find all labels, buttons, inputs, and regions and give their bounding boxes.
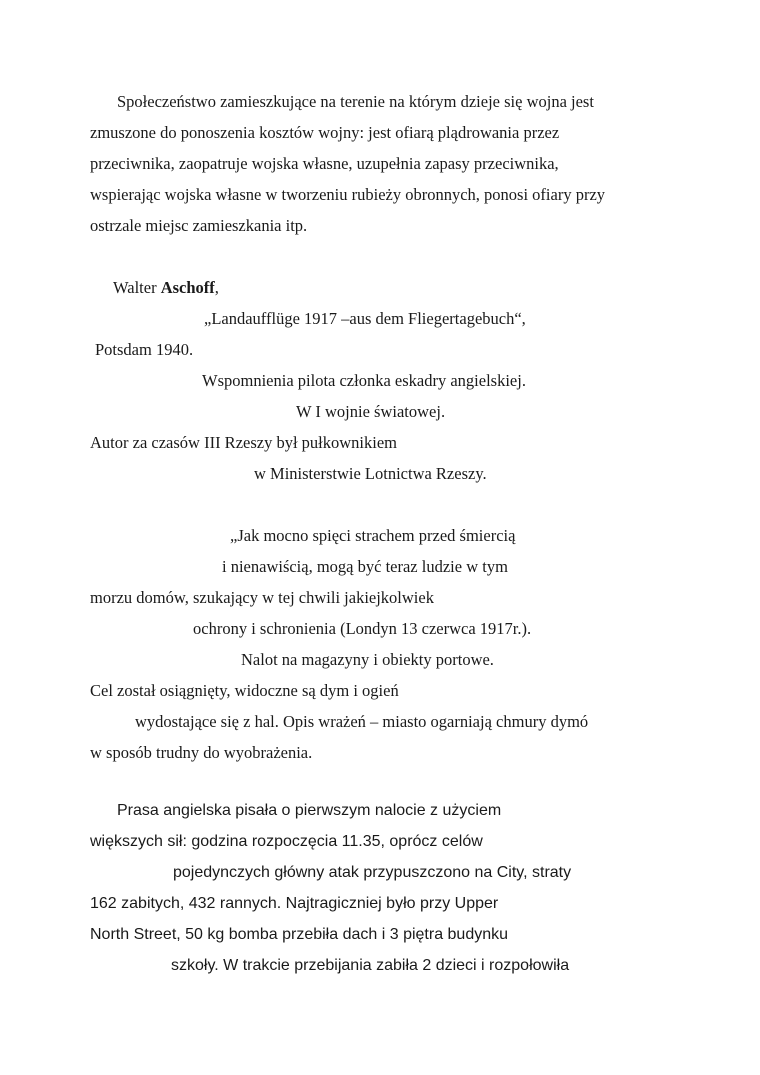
press-line-4: 162 zabitych, 432 rannych. Najtragiczniej było przy Upper xyxy=(90,895,499,912)
author-comma: , xyxy=(214,278,219,297)
quote-line-8: w sposób trudny do wyobrażenia. xyxy=(90,743,313,762)
intro-line-5: ostrzale miejsc zamieszkania itp. xyxy=(90,216,308,235)
quote-line-7: wydostające się z hal. Opis wrażeń – miasto ogarniają chmury dymó xyxy=(135,712,589,731)
author-first-name: Walter xyxy=(113,278,161,297)
description-line-1: Wspomnienia pilota członka eskadry angielskiej. xyxy=(202,371,526,390)
intro-line-1: Społeczeństwo zamieszkujące na terenie na którym dzieje się wojna jest xyxy=(117,92,594,111)
book-title: „Landaufflüge 1917 –aus dem Fliegertagebuch“, xyxy=(204,309,526,328)
quote-line-2: i nienawiścią, mogą być teraz ludzie w tym xyxy=(222,557,508,576)
author-line xyxy=(113,278,219,298)
author-last-name: Aschoff xyxy=(160,278,215,297)
quote-line-1: „Jak mocno spięci strachem przed śmiercią xyxy=(230,526,516,545)
press-line-5: North Street, 50 kg bomba przebiła dach i 3 piętra budynku xyxy=(90,926,509,943)
quote-line-3: morzu domów, szukający w tej chwili jakiejkolwiek xyxy=(90,588,434,607)
intro-line-3: przeciwnika, zaopatruje wojska własne, uzupełnia zapasy przeciwnika, xyxy=(90,154,559,173)
quote-line-6: Cel został osiągnięty, widoczne są dym i ogień xyxy=(90,681,399,700)
press-line-2: większych sił: godzina rozpoczęcia 11.35, oprócz celów xyxy=(90,833,483,850)
publication-info: Potsdam 1940. xyxy=(95,340,194,359)
description-line-3: Autor za czasów III Rzeszy był pułkownikiem xyxy=(90,433,397,452)
quote-line-5: Nalot na magazyny i obiekty portowe. xyxy=(241,650,494,669)
intro-line-2: zmuszone do ponoszenia kosztów wojny: jest ofiarą plądrowania przez xyxy=(90,123,560,142)
quote-line-4: ochrony i schronienia (Londyn 13 czerwca 1917r.). xyxy=(193,619,532,638)
description-line-4: w Ministerstwie Lotnictwa Rzeszy. xyxy=(254,464,487,483)
description-line-2: W I wojnie światowej. xyxy=(296,402,446,421)
press-line-1: Prasa angielska pisała o pierwszym nalocie z użyciem xyxy=(117,802,502,819)
intro-line-4: wspierając wojska własne w tworzeniu rubieży obronnych, ponosi ofiary przy xyxy=(90,185,606,204)
press-line-3: pojedynczych główny atak przypuszczono na City, straty xyxy=(173,864,572,881)
press-line-6: szkoły. W trakcie przebijania zabiła 2 dzieci i rozpołowiła xyxy=(171,957,570,974)
